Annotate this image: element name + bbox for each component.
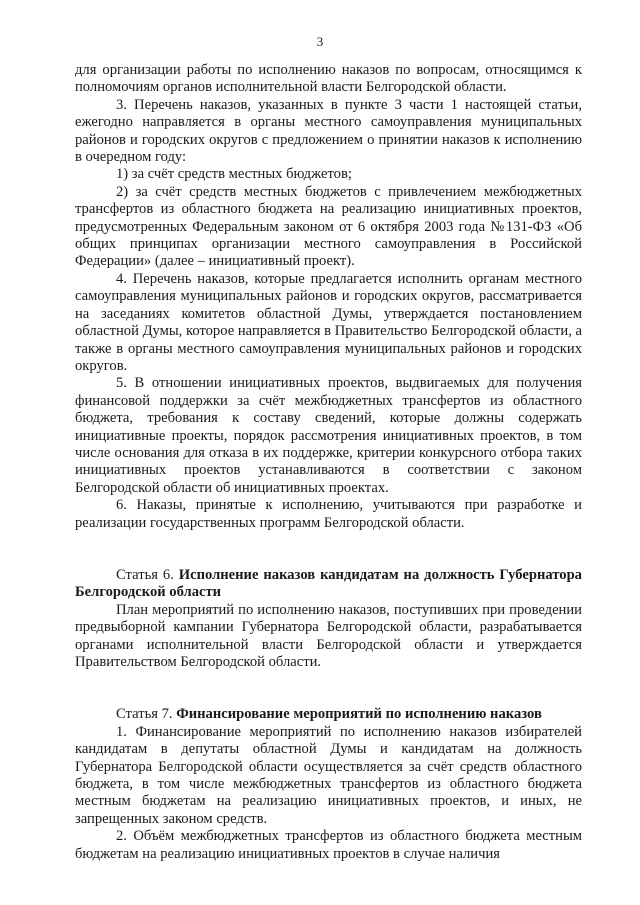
article-6-title: Исполнение наказов кандидатам на должность Губернатора Белгородской области (75, 566, 582, 601)
article-7-heading (75, 706, 582, 723)
article-6-label: Статья 6. (116, 566, 174, 583)
article-6-heading (75, 567, 582, 602)
page-number: 3 (316, 34, 324, 49)
spacer (75, 671, 582, 706)
paragraph-continuation: для организации работы по исполнению наказов по вопросам, относящимся к полномочиям органов исполнительной власти Белгородской области. (75, 62, 582, 96)
document-body (75, 62, 582, 863)
paragraph-item-4: 4. Перечень наказов, которые предлагается исполнить органам местного самоуправления муниципальных районов и городских округов, рассматривается на заседаниях комитетов областной Думы, утверждается постановлением областной Думы, которое направляется в Правительство Белгородской области, а также в органы местного самоуправления муниципальных районов и городских округов. (75, 270, 582, 374)
spacer (75, 532, 582, 567)
article-7-item-2: 2. Объём межбюджетных трансфертов из областного бюджета местным бюджетам на реализацию инициативных проектов в случае наличия (75, 828, 582, 862)
paragraph-item-6: 6. Наказы, принятые к исполнению, учитываются при разработке и реализации государственных программ Белгородской области. (75, 497, 582, 531)
paragraph-item-3: 3. Перечень наказов, указанных в пункте 3 части 1 настоящей статьи, ежегодно направляется в органы местного самоуправления муниципальных районов и городских округов с предложением о принятии наказов к исполнению в очередном году: (75, 96, 582, 166)
paragraph-item-5: 5. В отношении инициативных проектов, выдвигаемых для получения финансовой поддержки за счёт межбюджетных трансфертов из областного бюджета, требования к составу сведений, которые должны содержать инициативные проекты, порядок рассмотрения инициативных проектов, в том числе основания для отказа в их поддержке, критерии конкурсного отбора таких инициативных проектов устанавливаются в соответствии с законом Белгородской области об инициативных проектах. (75, 375, 582, 496)
article-7-title: Финансирование мероприятий по исполнению наказов (176, 706, 542, 723)
article-7-label: Статья 7. (116, 706, 173, 723)
article-6-text: План мероприятий по исполнению наказов, поступивших при проведении предвыборной кампании Губернатора Белгородской области, разрабатывается органами исполнительной власти Белгородской области и утверждается Правительством Белгородской области. (75, 601, 582, 670)
article-7-item-1: 1. Финансирование мероприятий по исполнению наказов избирателей кандидатам в депутаты областной Думы и кандидатам на должность Губернатора Белгородской области осуществляется за счёт средств областного бюджета, в том числе межбюджетных трансфертов из областного бюджета местным бюджетам на реализацию инициативных проектов, и иных, не запрещенных законом средств. (75, 723, 582, 827)
paragraph-subitem-2: 2) за счёт средств местных бюджетов с привлечением межбюджетных трансфертов из областного бюджета на реализацию инициативных проектов, предусмотренных Федеральным законом от 6 октября 2003 года №131-ФЗ «Об общих принципах организации местного самоуправления в Российской Федерации» (далее – инициативный проект). (75, 183, 582, 270)
paragraph-subitem-1: 1) за счёт средств местных бюджетов; (116, 166, 352, 183)
